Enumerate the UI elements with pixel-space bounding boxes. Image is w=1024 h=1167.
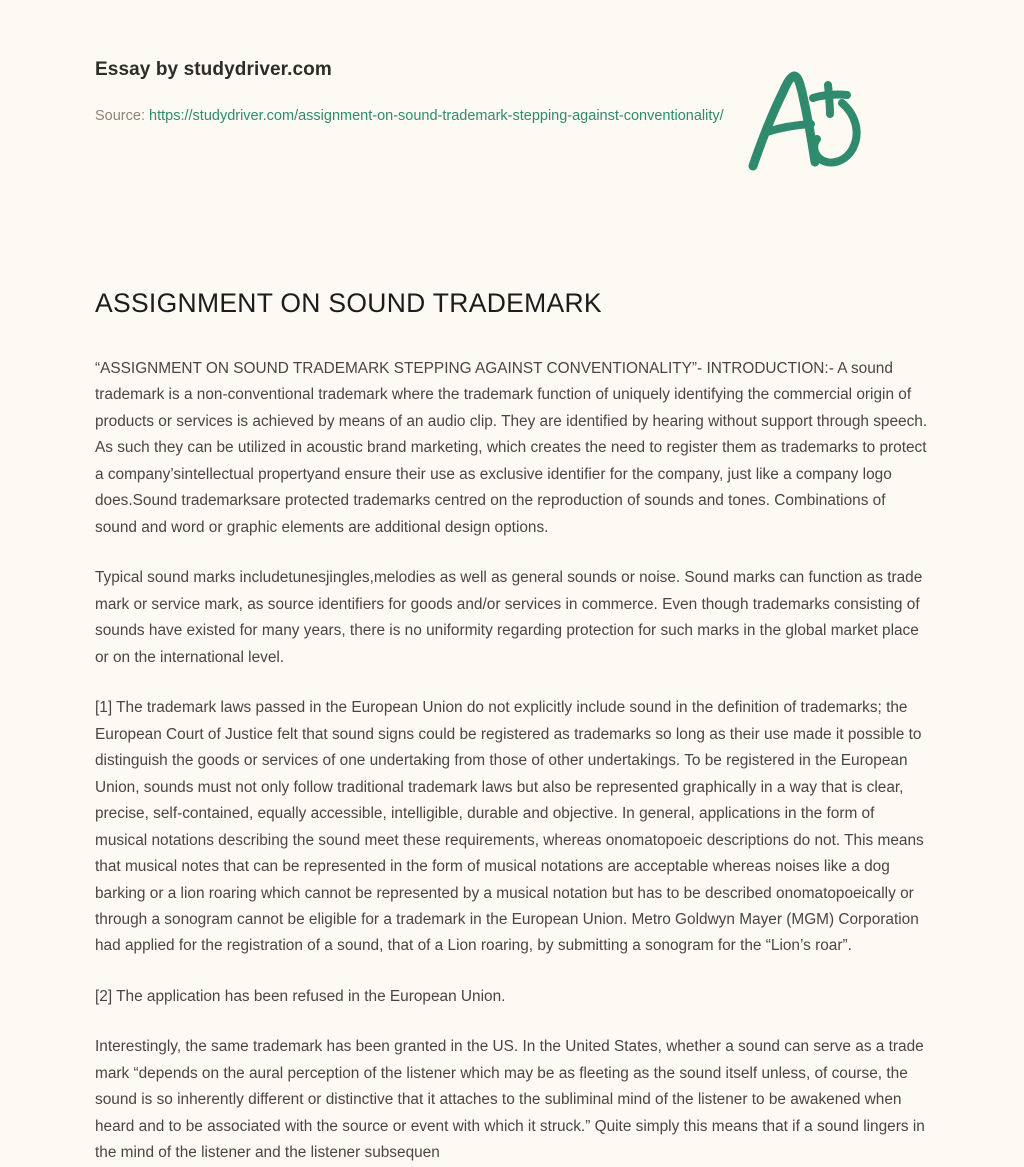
essay-byline: Essay by studydriver.com	[95, 59, 332, 80]
body-paragraph: [2] The application has been refused in the European Union.	[95, 987, 506, 1005]
page-header	[95, 0, 929, 188]
source-line	[95, 105, 735, 128]
source-label: Source:	[95, 107, 145, 124]
source-url-link[interactable]: https://studydriver.com/assignment-on-sound-trademark-stepping-against-conventionality/	[149, 107, 724, 124]
a-plus-logo-icon	[741, 62, 871, 182]
body-paragraph: Interestingly, the same trademark has been granted in the US. In the United States, whether a sound can serve as a trade mark “depends on the aural perception of the listener which may be as fleeting as the sound itself unless, of course, the sound is so inherently different or distinctive that it attaches to the subliminal mind of the listener to be awakened when heard and to be associated with the source or event with which it struck.” Quite simply this means that if a sound lingers in the mind of the listener and the listener subsequen	[95, 1038, 925, 1162]
body-paragraph: Typical sound marks includetunesjingles,melodies as well as general sounds or noise. Sound marks can function as trade mark or service mark, as source identifiers for goods and/or services in commerce. Even though trademarks consisting of sounds have existed for many years, there is no uniformity regarding protection for such marks in the global market place or on the international level.	[95, 569, 923, 666]
essay-body	[95, 320, 929, 1167]
body-paragraph: “ASSIGNMENT ON SOUND TRADEMARK STEPPING AGAINST CONVENTIONALITY”- INTRODUCTION:- A sound trademark is a non-conventional trademark where the trademark function of uniquely identifying the commercial origin of products or services is achieved by means of an audio clip. They are identified by hearing without support through speech. As such they can be utilized in acoustic brand marketing, which creates the need to register them as trademarks to protect a company’sintellectual propertyand ensure their use as exclusive identifier for the company, just like a company logo does.Sound trademarksare protected trademarks centred on the reproduction of sounds and tones. Combinations of sound and word or graphic elements are additional design options.	[95, 359, 928, 536]
body-paragraph: [1] The trademark laws passed in the European Union do not explicitly include sound in the definition of trademarks; the European Court of Justice felt that sound signs could be registered as trademarks so long as their use made it possible to distinguish the goods or services of one undertaking from those of other undertakings. To be registered in the European Union, sounds must not only follow traditional trademark laws but also be represented graphically in a way that is clear, precise, self-contained, equally accessible, intelligible, durable and objective. In general, applications in the form of musical notations describing the sound meet these requirements, whereas onomatopoeic descriptions do not. This means that musical notes that can be represented in the form of musical notations are acceptable whereas noises like a dog barking or a lion roaring which cannot be represented by a musical notation but has to be described onomatopoeically or through a sonogram cannot be eligible for a trademark in the European Union. Metro Goldwyn Mayer (MGM) Corporation had applied for the registration of a sound, that of a Lion roaring, by submitting a sonogram for the “Lion’s roar”.	[95, 699, 924, 955]
page-title: ASSIGNMENT ON SOUND TRADEMARK	[95, 288, 602, 318]
